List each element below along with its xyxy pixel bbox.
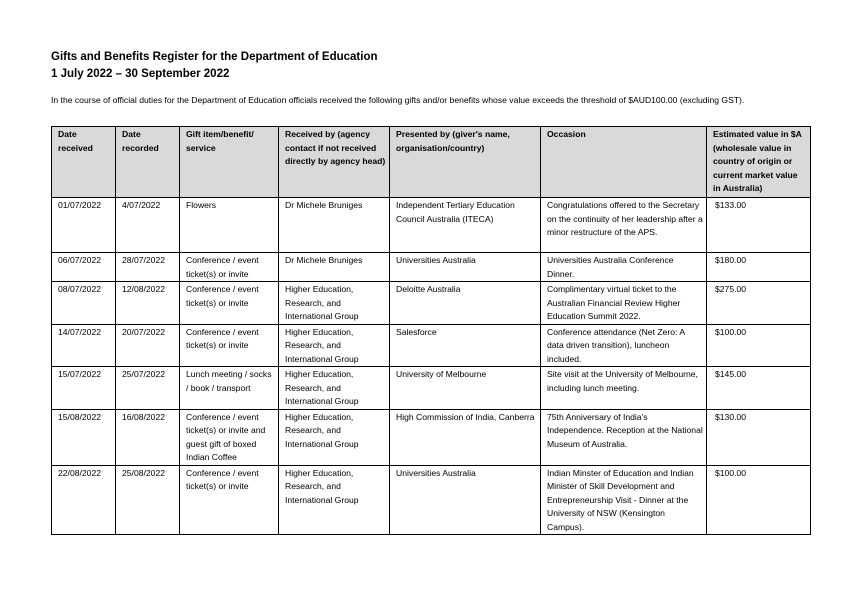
cell-occasion: Indian Minster of Education and Indian Minister of Skill Development and Entrepreneurship Visit - Dinner at the University of NSW (Kensington Campus). (541, 465, 707, 535)
cell-presented-by: Universities Australia (390, 465, 541, 535)
cell-date-received: 15/08/2022 (52, 409, 116, 465)
table-row (52, 198, 811, 253)
header-value: Estimated value in $A (wholesale value in country of origin or current market value in Australia) (707, 127, 811, 198)
header-date-received: Date received (52, 127, 116, 198)
cell-gift: Conference / event ticket(s) or invite (180, 253, 279, 282)
cell-received-by: Higher Education, Research, and International Group (279, 324, 390, 367)
cell-gift: Flowers (180, 198, 279, 253)
cell-received-by: Higher Education, Research, and International Group (279, 409, 390, 465)
cell-date-received: 08/07/2022 (52, 282, 116, 325)
cell-value: $275.00 (707, 282, 811, 325)
cell-occasion: 75th Anniversary of India's Independence. Reception at the National Museum of Australia. (541, 409, 707, 465)
cell-value: $130.00 (707, 409, 811, 465)
header-presented-by: Presented by (giver's name, organisation/country) (390, 127, 541, 198)
cell-date-received: 06/07/2022 (52, 253, 116, 282)
cell-date-recorded: 28/07/2022 (116, 253, 180, 282)
cell-received-by: Higher Education, Research, and International Group (279, 465, 390, 535)
cell-date-received: 01/07/2022 (52, 198, 116, 253)
cell-date-received: 15/07/2022 (52, 367, 116, 410)
cell-received-by: Higher Education, Research, and International Group (279, 282, 390, 325)
cell-date-received: 22/08/2022 (52, 465, 116, 535)
cell-presented-by: University of Melbourne (390, 367, 541, 410)
cell-received-by: Dr Michele Bruniges (279, 253, 390, 282)
cell-value: $100.00 (707, 465, 811, 535)
cell-presented-by: Universities Australia (390, 253, 541, 282)
cell-occasion: Site visit at the University of Melbourne, including lunch meeting. (541, 367, 707, 410)
document-period: 1 July 2022 – 30 September 2022 (51, 68, 230, 80)
cell-occasion: Universities Australia Conference Dinner. (541, 253, 707, 282)
table-row (52, 465, 811, 535)
intro-paragraph: In the course of official duties for the Department of Education officials received the following gifts and/or benefits whose value exceeds the threshold of $AUD100.00 (excluding GST). (51, 95, 745, 105)
cell-value: $145.00 (707, 367, 811, 410)
cell-presented-by: Salesforce (390, 324, 541, 367)
cell-presented-by: Independent Tertiary Education Council Australia (ITECA) (390, 198, 541, 253)
cell-received-by: Higher Education, Research, and International Group (279, 367, 390, 410)
cell-date-recorded: 20/07/2022 (116, 324, 180, 367)
cell-occasion: Congratulations offered to the Secretary on the continuity of her leadership after a minor restructure of the APS. (541, 198, 707, 253)
cell-date-received: 14/07/2022 (52, 324, 116, 367)
cell-date-recorded: 4/07/2022 (116, 198, 180, 253)
cell-gift: Lunch meeting / socks / book / transport (180, 367, 279, 410)
cell-gift: Conference / event ticket(s) or invite (180, 282, 279, 325)
cell-gift: Conference / event ticket(s) or invite and guest gift of boxed Indian Coffee (180, 409, 279, 465)
cell-value: $180.00 (707, 253, 811, 282)
table-row (52, 367, 811, 410)
cell-occasion: Complimentary virtual ticket to the Australian Financial Review Higher Education Summit 2022. (541, 282, 707, 325)
cell-value: $133.00 (707, 198, 811, 253)
gifts-register-table (51, 126, 811, 535)
table-row (52, 253, 811, 282)
header-gift: Gift item/benefit/ service (180, 127, 279, 198)
header-occasion: Occasion (541, 127, 707, 198)
cell-date-recorded: 16/08/2022 (116, 409, 180, 465)
cell-presented-by: Deloitte Australia (390, 282, 541, 325)
cell-received-by: Dr Michele Bruniges (279, 198, 390, 253)
header-date-recorded: Date recorded (116, 127, 180, 198)
header-received-by: Received by (agency contact if not received directly by agency head) (279, 127, 390, 198)
cell-presented-by: High Commission of India, Canberra (390, 409, 541, 465)
cell-date-recorded: 25/08/2022 (116, 465, 180, 535)
table-row (52, 282, 811, 325)
table-header-row (52, 127, 811, 198)
table-row (52, 409, 811, 465)
cell-value: $100.00 (707, 324, 811, 367)
cell-date-recorded: 25/07/2022 (116, 367, 180, 410)
cell-gift: Conference / event ticket(s) or invite (180, 324, 279, 367)
cell-occasion: Conference attendance (Net Zero: A data driven transition), luncheon included. (541, 324, 707, 367)
table-row (52, 324, 811, 367)
cell-gift: Conference / event ticket(s) or invite (180, 465, 279, 535)
document-title: Gifts and Benefits Register for the Department of Education (51, 51, 378, 63)
cell-date-recorded: 12/08/2022 (116, 282, 180, 325)
